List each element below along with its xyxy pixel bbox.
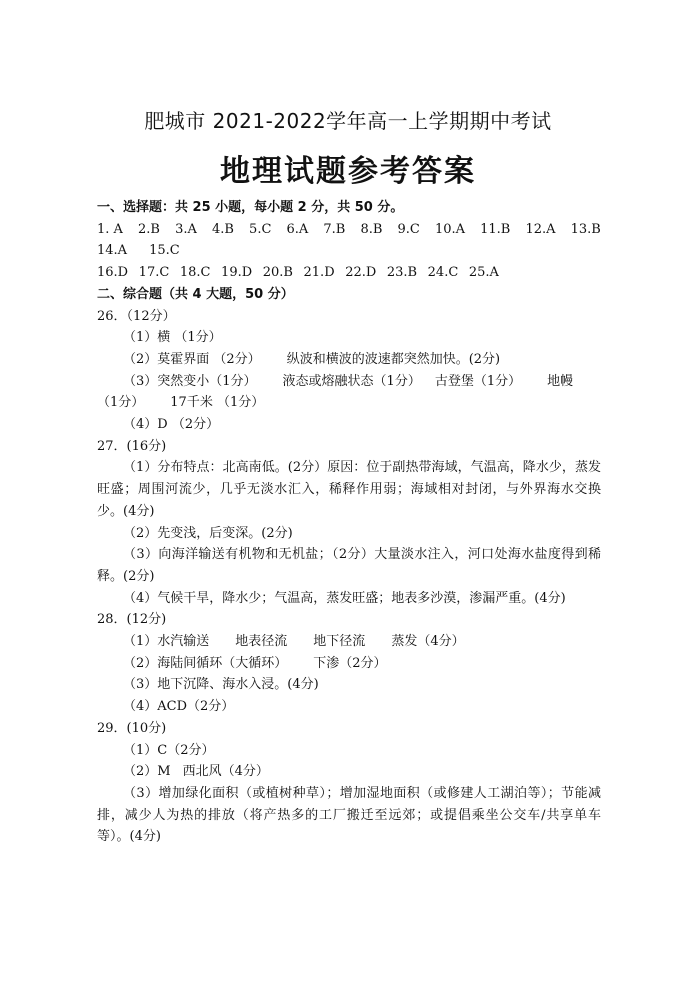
mc-answer: 16.D xyxy=(97,265,129,281)
q29-answer-3: （3）增加绿化面积（或植树种草）；增加湿地面积（或修建人工湖泊等）；节能减排，减少人为热的排放（将产热多的工厂搬迁至远郊；或提倡乘坐公交车/共享单车等）。(4分) xyxy=(97,785,601,845)
mc-answer: 3.A xyxy=(175,221,197,237)
q28-answer-4: （4）ACD（2分） xyxy=(123,699,235,715)
q27-answer-3: （3）向海洋输送有机物和无机盐；（2分）大量淡水注入，河口处海水盐度得到稀释。(2分) xyxy=(97,547,601,584)
q29-answer-2b: 西北风（4分） xyxy=(182,764,269,780)
mc-answer: 13.B xyxy=(570,221,601,237)
mc-answer: 15.C xyxy=(149,243,180,259)
q29-answer-1: （1）C（2分） xyxy=(123,742,215,758)
q28-title: 28．(12分) xyxy=(97,612,167,628)
answer-key-title: 地理试题参考答案 xyxy=(220,154,476,189)
q26-answer-3c: 古登堡（1分） xyxy=(434,373,522,389)
q26-answer-3b: 液态或熔融状态（1分） xyxy=(282,373,421,389)
q26-answer-3 xyxy=(97,371,601,393)
mc-answer: 18.C xyxy=(179,265,211,281)
q28-answer-1d: 蒸发（4分） xyxy=(391,634,465,650)
q29-answer-2a: （2）M xyxy=(123,764,171,780)
q28-answer-1a: （1）水汽输送 xyxy=(123,634,210,650)
q29-answer-2 xyxy=(97,761,601,783)
mc-answer: 5.C xyxy=(249,221,272,237)
mc-answers-row3 xyxy=(97,262,499,284)
section1-heading: 一、选择题：共 25 小题，每小题 2 分，共 50 分。 xyxy=(97,200,404,215)
q27-title: 27．(16分) xyxy=(97,438,167,454)
mc-answer: 25.A xyxy=(468,265,499,281)
mc-answer: 12.A xyxy=(525,221,556,237)
mc-answer: 21.D xyxy=(303,265,335,281)
q28-answer-2 xyxy=(97,653,601,675)
mc-answer: 11.B xyxy=(480,221,511,237)
q26-answer-3-cont xyxy=(97,392,601,414)
q26-answer-2a: （2）莫霍界面 （2分） xyxy=(123,351,261,367)
mc-answers-row1 xyxy=(97,219,601,241)
mc-answer: 6.A xyxy=(286,221,309,237)
answer-content xyxy=(97,197,601,848)
mc-answer: 17.C xyxy=(138,265,170,281)
mc-answer: 19.D xyxy=(221,265,253,281)
q28-answer-3: （3）地下沉降、海水入浸。(4分) xyxy=(123,677,319,693)
section2-heading: 二、综合题（共 4 大题，50 分） xyxy=(97,286,294,302)
q26-answer-3e: （1分） xyxy=(97,395,145,411)
q28-answer-1c: 地下径流 xyxy=(313,634,366,650)
q26-answer-3a: （3）突然变小（1分） xyxy=(123,373,257,389)
q28-answer-2a: （2）海陆间循环（大循环） xyxy=(123,655,288,671)
mc-answer: 8.B xyxy=(360,221,383,237)
q29-title: 29．(10分) xyxy=(97,720,167,736)
q28-answer-1 xyxy=(97,631,601,653)
exam-title: 肥城市 2021-2022学年高一上学期期中考试 xyxy=(144,109,552,133)
mc-answer: 7.B xyxy=(323,221,346,237)
mc-answer: 20.B xyxy=(262,265,293,281)
mc-answer: 4.B xyxy=(211,221,234,237)
q27-answer-4: （4）气候干旱，降水少；气温高，蒸发旺盛；地表多沙漠，渗漏严重。(4分) xyxy=(123,590,566,606)
q27-answer-1: （1）分布特点：北高南低。(2分）原因：位于副热带海域，气温高，降水少，蒸发旺盛；周围河流少，几乎无淡水汇入，稀释作用弱；海域相对封闭，与外界海水交换少。(4分) xyxy=(97,460,601,519)
mc-answer: 23.B xyxy=(386,265,418,281)
mc-answer: 1. A xyxy=(97,221,123,237)
mc-answer: 24.C xyxy=(427,265,459,281)
mc-answer: 2.B xyxy=(138,221,160,237)
q26-answer-2 xyxy=(97,349,601,371)
mc-answer: 10.A xyxy=(434,221,466,237)
q26-answer-4: （4）D （2分） xyxy=(123,417,220,433)
mc-answers-row2 xyxy=(97,240,601,262)
q28-answer-2b: 下渗（2分） xyxy=(313,655,387,671)
q26-answer-3d: 地幔 xyxy=(547,373,574,389)
q28-answer-1b: 地表径流 xyxy=(235,634,288,650)
q26-answer-1: （1）横 （1分） xyxy=(123,330,222,346)
mc-answer: 22.D xyxy=(345,265,377,281)
q26-answer-3f: 17千米 （1分） xyxy=(170,395,265,411)
q26-answer-2b: 纵波和横波的波速都突然加快。(2分) xyxy=(286,351,501,367)
mc-answer: 9.C xyxy=(397,221,420,237)
q27-answer-2: （2）先变浅，后变深。(2分) xyxy=(123,525,293,541)
q26-title: 26．（12分） xyxy=(97,308,176,324)
mc-answer: 14.A xyxy=(97,243,128,259)
